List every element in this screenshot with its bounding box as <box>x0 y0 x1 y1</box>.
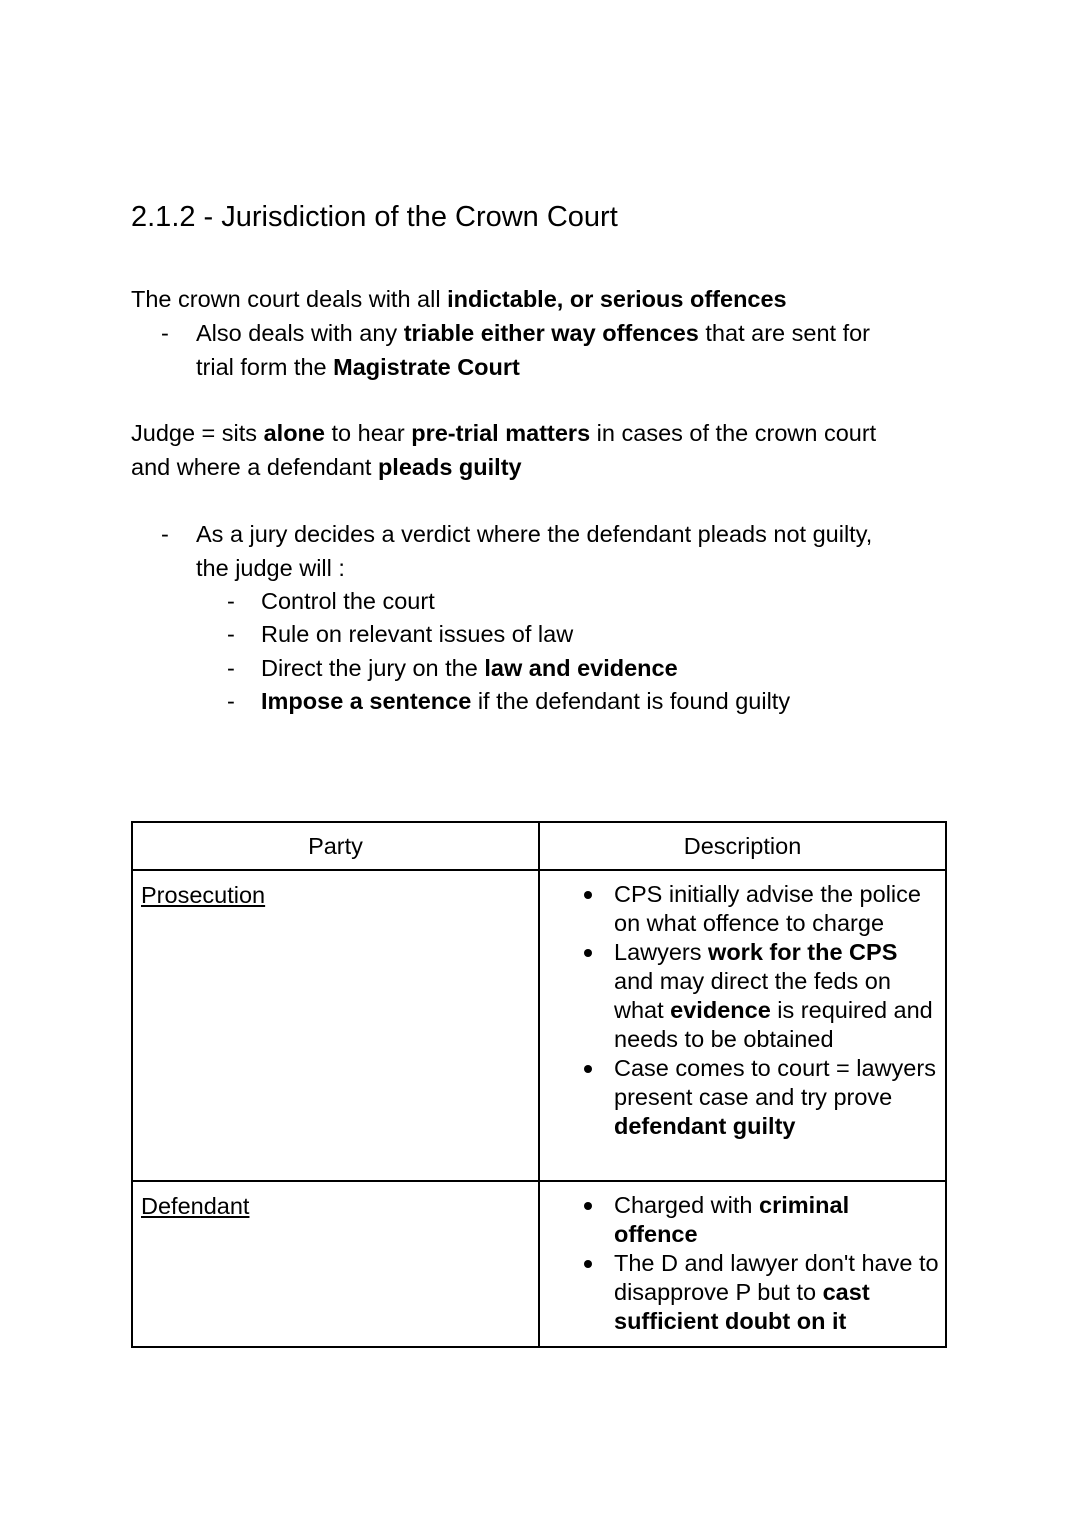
paragraph-line <box>131 451 876 485</box>
header-party: Party <box>132 822 539 870</box>
dash-bullet-icon: - <box>161 320 169 346</box>
bullet-line <box>196 317 870 351</box>
bold-text: pleads guilty <box>377 453 522 480</box>
table-row <box>132 1181 946 1347</box>
header-description: Description <box>539 822 946 870</box>
bold-text: work for the CPS <box>708 939 898 965</box>
text-run: to hear <box>324 420 412 446</box>
description-cell <box>539 870 946 1181</box>
party-name-prosecution: Prosecution <box>141 882 266 908</box>
description-cell <box>539 1181 946 1347</box>
description-bullet-list <box>540 871 945 1145</box>
bullet-line <box>196 552 872 586</box>
party-cell <box>132 1181 539 1347</box>
text-run: is required and needs to be obtained <box>614 997 933 1052</box>
description-bullet-list <box>540 1182 945 1340</box>
dash-bullet-icon: - <box>227 621 235 647</box>
bold-text: pre-trial matters <box>411 420 591 446</box>
bold-text: defendant guilty <box>614 1113 796 1139</box>
text-run: Direct the jury on the <box>261 655 485 681</box>
party-cell <box>132 870 539 1181</box>
bold-text: criminal offence <box>614 1192 850 1247</box>
sub-bullet-impose-sentence <box>227 685 927 719</box>
paragraph-line <box>131 417 876 451</box>
list-item <box>614 880 939 938</box>
text-run: The D and lawyer don't have to disapprove P but to <box>614 1250 939 1305</box>
text-run: The crown court deals with all <box>131 286 448 312</box>
text-run: Also deals with any <box>196 320 404 346</box>
text-run: Rule on relevant issues of law <box>261 621 574 647</box>
party-name-defendant: Defendant <box>141 1193 250 1219</box>
list-item <box>614 1054 939 1141</box>
list-item <box>614 1191 939 1249</box>
sub-bullet-text <box>261 618 573 652</box>
party-description-table <box>131 821 947 1348</box>
sub-bullet-text <box>261 685 790 719</box>
text-run: and may direct the feds on what <box>614 968 891 1023</box>
bold-text: evidence <box>670 997 771 1023</box>
text-run: Charged with <box>614 1192 759 1218</box>
text-run: in cases of the crown court <box>590 420 877 446</box>
dash-bullet-icon: - <box>227 655 235 681</box>
text-run: and where a defendant <box>131 453 378 480</box>
text-run: trial form the <box>196 353 334 380</box>
text-run: Judge = sits <box>131 420 264 446</box>
list-item <box>614 1249 939 1336</box>
paragraph-judge-role <box>131 417 876 484</box>
sub-bullet-direct-jury <box>227 652 927 686</box>
bullet-line <box>196 518 872 552</box>
bold-text: Magistrate Court <box>333 353 520 380</box>
text-run: that are sent for <box>698 320 870 346</box>
dash-bullet-icon: - <box>227 688 235 714</box>
text-run: CPS initially advise the police on what offence to charge <box>614 881 921 936</box>
table-row <box>132 870 946 1181</box>
list-item <box>614 938 939 1054</box>
bold-text: alone <box>263 420 325 446</box>
bullet-line <box>196 351 870 385</box>
bullet-triable-either-way <box>161 317 961 387</box>
paragraph-crown-court-offences <box>131 283 787 317</box>
table-header-row <box>132 822 946 870</box>
bold-text: Impose a sentence <box>261 688 472 714</box>
dash-bullet-icon: - <box>227 588 235 614</box>
dash-bullet-icon: - <box>161 521 169 547</box>
text-run: Control the court <box>261 588 435 614</box>
text-run: the judge will : <box>196 554 345 581</box>
page-title: 2.1.2 - Jurisdiction of the Crown Court <box>131 201 618 233</box>
bold-text: triable either way offences <box>403 320 699 346</box>
sub-bullet-text <box>261 652 678 686</box>
text-run: if the defendant is found guilty <box>471 688 791 714</box>
text-run: Lawyers <box>614 939 709 965</box>
sub-bullet-rule-on-law <box>227 618 927 652</box>
sub-bullet-control-court <box>227 585 927 619</box>
bold-text: cast sufficient doubt on it <box>614 1279 870 1334</box>
sub-bullet-text <box>261 585 435 619</box>
bold-text: law and evidence <box>484 655 678 681</box>
text-run: As a jury decides a verdict where the defendant pleads not guilty, <box>196 521 873 547</box>
bullet-jury-verdict <box>161 518 961 588</box>
bold-text: indictable, or serious offences <box>447 286 787 312</box>
text-run: Case comes to court = lawyers present case and try prove <box>614 1055 936 1110</box>
